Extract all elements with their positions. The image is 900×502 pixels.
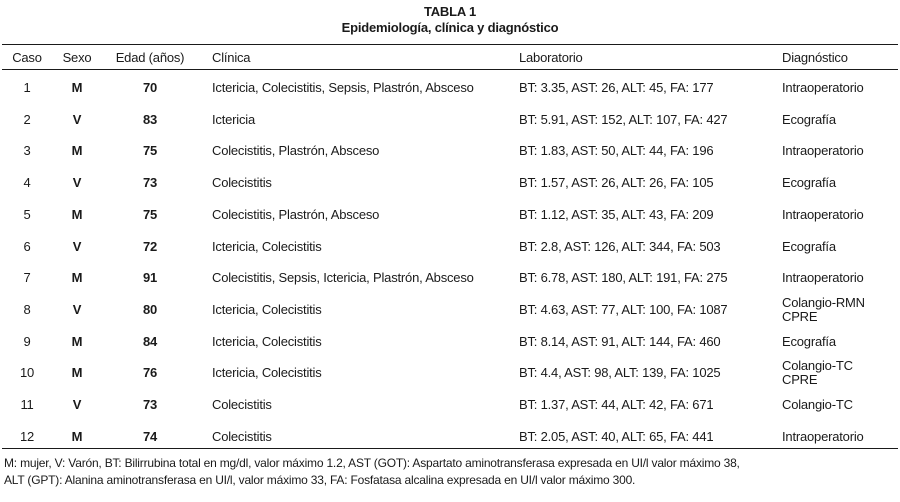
cell-sexo: M: [71, 365, 83, 381]
cell-diagnostico: [782, 389, 853, 421]
top-rule: [2, 44, 898, 45]
cell-laboratorio: BT: 2.05, AST: 40, ALT: 65, FA: 441: [519, 428, 714, 444]
cell-diagnostico: [782, 357, 853, 389]
cell-edad: 80: [142, 301, 158, 317]
diagnostico-line: Intraoperatorio: [782, 80, 864, 95]
cell-clinica: Colecistitis: [212, 175, 272, 191]
cell-caso: 12: [19, 428, 35, 444]
cell-sexo: M: [71, 80, 83, 95]
cell-edad: 83: [142, 111, 158, 127]
cell-diagnostico: [782, 199, 864, 231]
diagnostico-line: Colangio-TC: [782, 358, 853, 374]
footnote-line-1: M: mujer, V: Varón, BT: Bilirrubina total en mg/dl, valor máximo 1.2, AST (GOT): Aspartato aminotransferasa expresada en UI/l valor máximo 38,: [4, 456, 740, 470]
cell-laboratorio: BT: 2.8, AST: 126, ALT: 344, FA: 503: [519, 238, 721, 254]
cell-sexo: M: [71, 206, 83, 222]
cell-laboratorio: BT: 4.63, AST: 77, ALT: 100, FA: 1087: [519, 301, 728, 317]
cell-sexo: V: [72, 397, 82, 412]
cell-caso: 2: [23, 111, 31, 127]
cell-clinica: Colecistitis: [212, 397, 272, 412]
bottom-rule: [2, 448, 898, 449]
cell-caso: 11: [20, 397, 34, 412]
cell-laboratorio: BT: 3.35, AST: 26, ALT: 45, FA: 177: [519, 80, 714, 95]
cell-edad: 73: [142, 175, 158, 191]
diagnostico-line: Ecografía: [782, 333, 836, 349]
cell-clinica: Ictericia: [212, 111, 255, 127]
header-edad: Edad (años): [115, 50, 185, 65]
cell-sexo: M: [71, 428, 83, 444]
diagnostico-line: Intraoperatorio: [782, 270, 864, 286]
cell-caso: 5: [23, 206, 31, 222]
table-row: [0, 167, 900, 199]
cell-edad: 75: [142, 143, 158, 159]
cell-clinica: Colecistitis: [212, 428, 272, 444]
cell-laboratorio: BT: 8.14, AST: 91, ALT: 144, FA: 460: [519, 333, 721, 349]
cell-clinica: Ictericia, Colecistitis: [212, 333, 322, 349]
cell-laboratorio: BT: 1.37, AST: 44, ALT: 42, FA: 671: [519, 397, 714, 412]
cell-edad: 75: [142, 206, 158, 222]
cell-laboratorio: BT: 4.4, AST: 98, ALT: 139, FA: 1025: [519, 365, 721, 381]
table-row: [0, 262, 900, 294]
cell-sexo: M: [71, 333, 83, 349]
diagnostico-line: Intraoperatorio: [782, 428, 864, 444]
cell-diagnostico: [782, 294, 865, 326]
cell-caso: 1: [23, 80, 31, 95]
header-sexo: Sexo: [62, 50, 92, 65]
diagnostico-line: CPRE: [782, 372, 818, 388]
table-row: [0, 326, 900, 358]
cell-clinica: Ictericia, Colecistitis: [212, 365, 322, 381]
cell-clinica: Ictericia, Colecistitis: [212, 238, 322, 254]
cell-edad: 84: [142, 333, 158, 349]
cell-laboratorio: BT: 1.57, AST: 26, ALT: 26, FA: 105: [519, 175, 714, 191]
cell-diagnostico: [782, 135, 864, 167]
diagnostico-line: Ecografía: [782, 175, 836, 191]
table-row: [0, 389, 900, 421]
cell-edad: 91: [142, 270, 158, 286]
cell-laboratorio: BT: 1.83, AST: 50, ALT: 44, FA: 196: [519, 143, 714, 159]
cell-sexo: M: [71, 143, 83, 159]
cell-caso: 9: [23, 333, 31, 349]
cell-diagnostico: [782, 231, 836, 263]
diagnostico-line: Ecografía: [782, 111, 836, 127]
cell-edad: 70: [142, 80, 158, 95]
table-row: [0, 104, 900, 136]
cell-caso: 6: [23, 238, 31, 254]
table-row: [0, 231, 900, 263]
cell-edad: 74: [142, 428, 158, 444]
header-rule: [2, 69, 898, 70]
cell-diagnostico: [782, 72, 864, 104]
table-row: [0, 294, 900, 326]
cell-edad: 72: [142, 238, 158, 254]
cell-sexo: M: [71, 270, 83, 286]
cell-clinica: Colecistitis, Sepsis, Ictericia, Plastrón, Absceso: [212, 270, 474, 286]
cell-diagnostico: [782, 167, 836, 199]
diagnostico-line: Ecografía: [782, 238, 836, 254]
cell-laboratorio: BT: 6.78, AST: 180, ALT: 191, FA: 275: [519, 270, 728, 286]
cell-sexo: V: [72, 238, 82, 254]
table-row: [0, 135, 900, 167]
diagnostico-line: Colangio-TC: [782, 397, 853, 412]
cell-diagnostico: [782, 326, 836, 358]
cell-caso: 10: [19, 365, 35, 381]
table-row: [0, 72, 900, 104]
cell-diagnostico: [782, 262, 864, 294]
diagnostico-line: Intraoperatorio: [782, 206, 864, 222]
cell-caso: 7: [23, 270, 31, 286]
cell-clinica: Ictericia, Colecistitis: [212, 301, 322, 317]
cell-laboratorio: BT: 1.12, AST: 35, ALT: 43, FA: 209: [519, 206, 714, 222]
cell-diagnostico: [782, 104, 836, 136]
diagnostico-line: Colangio-RMN: [782, 294, 865, 310]
table-title: TABLA 1: [423, 4, 477, 19]
table-row: [0, 199, 900, 231]
header-diagnostico: Diagnóstico: [782, 50, 848, 65]
header-caso: Caso: [12, 50, 42, 65]
cell-laboratorio: BT: 5.91, AST: 152, ALT: 107, FA: 427: [519, 111, 728, 127]
cell-clinica: Colecistitis, Plastrón, Absceso: [212, 206, 380, 222]
cell-edad: 73: [142, 397, 158, 412]
diagnostico-line: CPRE: [782, 308, 818, 324]
cell-caso: 3: [23, 143, 31, 159]
table-header: [0, 49, 900, 67]
cell-caso: 4: [23, 175, 31, 191]
cell-sexo: V: [72, 111, 82, 127]
header-laboratorio: Laboratorio: [519, 50, 583, 65]
cell-sexo: V: [72, 175, 82, 191]
table-footnote: [4, 455, 896, 489]
table-subtitle: Epidemiología, clínica y diagnóstico: [341, 20, 559, 35]
cell-caso: 8: [23, 301, 31, 317]
table-row: [0, 357, 900, 389]
cell-clinica: Ictericia, Colecistitis, Sepsis, Plastrón, Absceso: [212, 80, 474, 95]
cell-edad: 76: [142, 365, 158, 381]
cell-clinica: Colecistitis, Plastrón, Absceso: [212, 143, 380, 159]
diagnostico-line: Intraoperatorio: [782, 143, 864, 159]
header-clinica: Clínica: [212, 50, 251, 65]
footnote-line-2: ALT (GPT): Alanina aminotransferasa en UI/l, valor máximo 33, FA: Fosfatasa alcalina expresada en UI/l valor máximo 300.: [4, 473, 636, 487]
cell-sexo: V: [72, 301, 82, 317]
